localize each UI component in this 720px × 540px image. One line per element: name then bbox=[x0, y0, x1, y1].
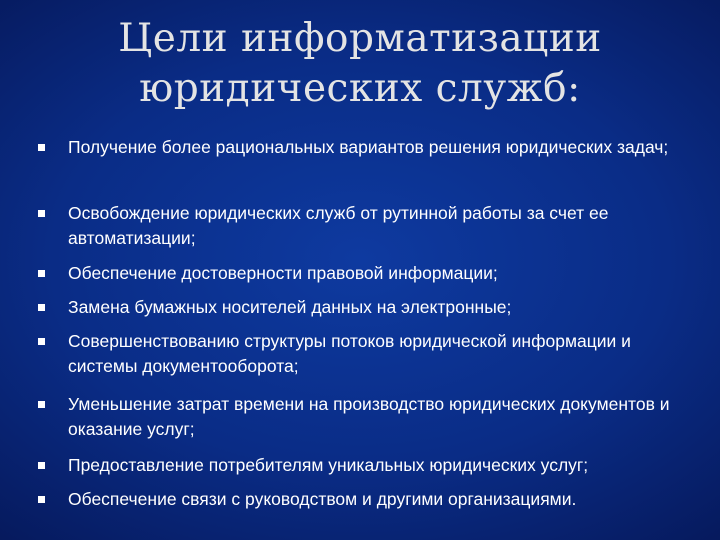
square-bullet-icon bbox=[38, 462, 45, 469]
square-bullet-icon bbox=[38, 270, 45, 277]
bullet-text: Замена бумажных носителей данных на электронные; bbox=[68, 297, 512, 317]
slide-title bbox=[0, 14, 720, 114]
title-line-2: юридических служб: bbox=[139, 66, 581, 111]
square-bullet-icon bbox=[38, 401, 45, 408]
bullet-text: Обеспечение связи с руководством и другими организациями. bbox=[68, 489, 577, 509]
square-bullet-icon bbox=[38, 210, 45, 217]
square-bullet-icon bbox=[38, 338, 45, 345]
bullet-text: Освобождение юридических служб от рутинной работы за счет ее автоматизации; bbox=[68, 203, 609, 248]
bullet-text: Обеспечение достоверности правовой информации; bbox=[68, 263, 498, 283]
bullet-text: Совершенствованию структуры потоков юридической информации и системы документооборота; bbox=[68, 331, 631, 376]
title-line-1: Цели информатизации bbox=[118, 16, 602, 61]
bullet-text: Получение более рациональных вариантов решения юридических задач; bbox=[68, 137, 669, 157]
square-bullet-icon bbox=[38, 304, 45, 311]
bullet-text: Предоставление потребителям уникальных юридических услуг; bbox=[68, 455, 589, 475]
square-bullet-icon bbox=[38, 496, 45, 503]
bullet-text: Уменьшение затрат времени на производство юридических документов и оказание услуг; bbox=[68, 394, 670, 439]
square-bullet-icon bbox=[38, 144, 45, 151]
